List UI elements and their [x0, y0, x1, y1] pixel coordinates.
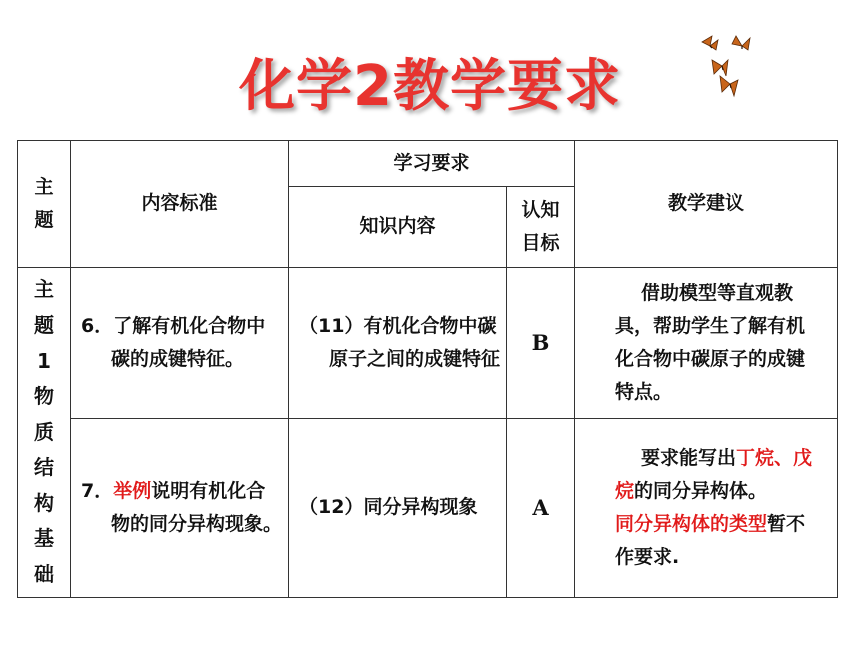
table-row-1-suggestion: 借助模型等直观教具，帮助学生了解有机化合物中碳原子的成键特点。: [575, 268, 838, 419]
header-cognitive-goal: 认知目标: [507, 187, 575, 268]
table-row-1-knowledge: （11）有机化合物中碳原子之间的成键特征: [289, 268, 507, 419]
standard-number: 6．: [81, 314, 114, 337]
table-row-1-standard: [71, 268, 289, 419]
header-topic: 主题: [18, 141, 71, 268]
standard-text: 了解有机化合物中碳的成键特征。: [111, 314, 266, 370]
table-row-2-suggestion: [575, 419, 838, 598]
header-knowledge-content: 知识内容: [289, 187, 507, 268]
table-row-2-standard: [71, 419, 289, 598]
butterflies-icon: [692, 30, 762, 110]
header-content-standard: 内容标准: [71, 141, 289, 268]
suggestion-text: 的同分异构体。: [634, 479, 768, 502]
main-topic-cell: 主题1物质结构基础: [18, 268, 71, 598]
suggestion-text: 暂不作要求.: [615, 513, 806, 569]
header-teaching-suggestion: 教学建议: [575, 141, 838, 268]
header-learning-requirements: 学习要求: [289, 141, 575, 187]
requirements-table: [17, 140, 838, 598]
table-row-2-goal: A: [507, 419, 575, 598]
standard-highlight: 举例: [113, 479, 152, 502]
table-row-2-knowledge: （12）同分异构现象: [289, 419, 507, 598]
page-title: 化学2教学要求: [239, 54, 621, 119]
standard-number: 7．: [81, 479, 114, 502]
suggestion-text: 要求能写出: [641, 446, 737, 469]
suggestion-highlight: 丁烷、戊烷: [615, 446, 813, 502]
standard-text: 说明有机化合物的同分异构现象。: [111, 479, 283, 535]
table-row-1-goal: B: [507, 268, 575, 419]
suggestion-highlight: 同分异构体的类型: [615, 513, 768, 535]
